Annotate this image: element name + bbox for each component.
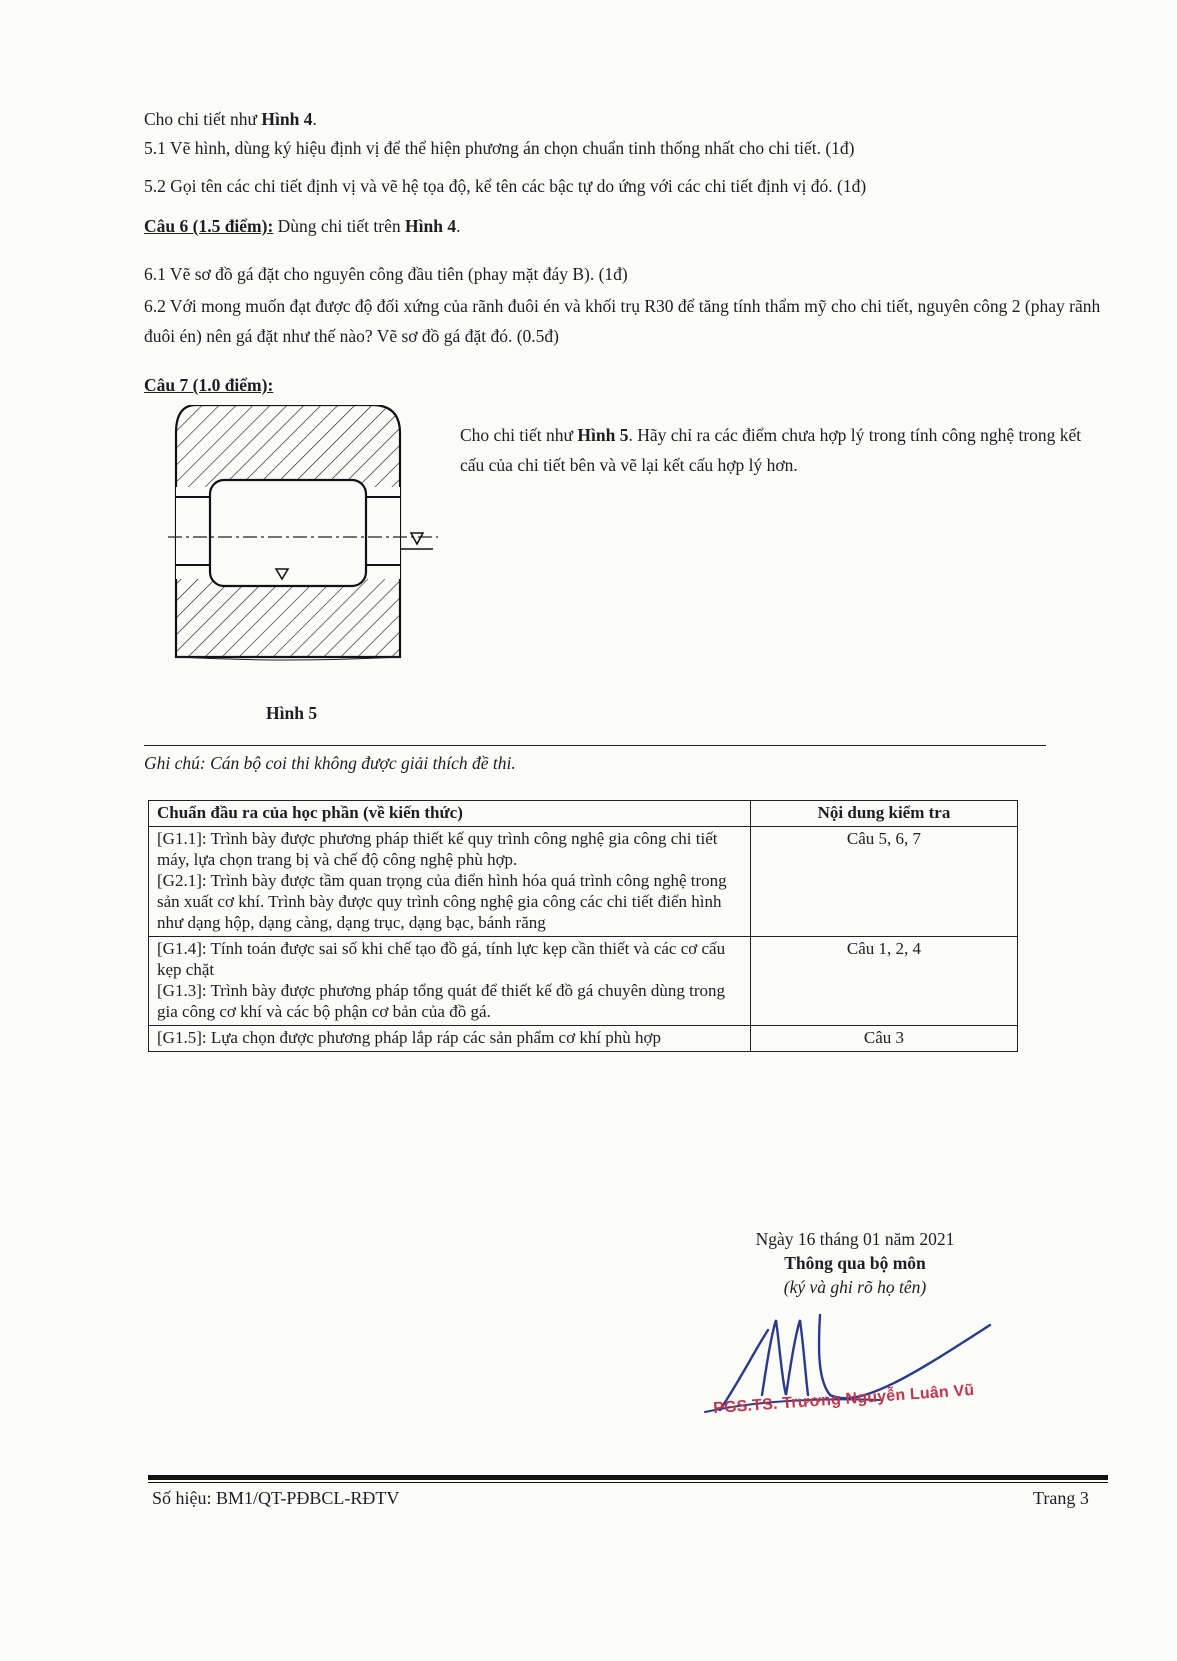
- figure-5-part-section: [168, 405, 438, 665]
- outcome-g1-3: [G1.3]: Trình bày được phương pháp tổng quát để thiết kế đồ gá chuyên dùng trong gia công cơ khí và các bộ phận cơ bản của đồ gá.: [157, 981, 726, 1021]
- outcome-g1-4: [G1.4]: Tính toán được sai số khi chế tạo đồ gá, tính lực kẹp cần thiết và các cơ cấu kẹp chặt: [157, 939, 726, 979]
- approval-title: Thông qua bộ môn: [784, 1253, 926, 1273]
- q6-item2: 6.2 Với mong muốn đạt được độ đối xứng của rãnh đuôi én và khối trụ R30 để tăng tính thẩm mỹ cho chi tiết, nguyên công 2 (phay rãnh đuôi én) nên gá đặt như thế nào? Vẽ sơ đồ gá đặt đó. (0.5đ): [144, 296, 1101, 346]
- footer-rule-thick: [148, 1475, 1108, 1480]
- q6-heading: Câu 6 (1.5 điểm):: [144, 216, 274, 236]
- table-row: [149, 937, 1018, 1026]
- q6-item1: 6.1 Vẽ sơ đồ gá đặt cho nguyên công đầu tiên (phay mặt đáy B). (1đ): [144, 264, 628, 284]
- outcome-g1-5: [G1.5]: Lựa chọn được phương pháp lắp ráp các sản phẩm cơ khí phù hợp: [157, 1028, 662, 1047]
- note-divider: [144, 745, 1046, 746]
- footer-page-number: Trang 3: [1033, 1488, 1089, 1508]
- intro-line: Cho chi tiết như Hình 4.: [144, 109, 317, 129]
- q7-heading: Câu 7 (1.0 điểm):: [144, 375, 274, 395]
- q6-heading-line: Câu 6 (1.5 điểm): Dùng chi tiết trên Hình 4.: [144, 216, 461, 236]
- outcome-g1-1: [G1.1]: Trình bày được phương pháp thiết kế quy trình công nghệ gia công chi tiết máy, lựa chọn trang bị và chế độ công nghệ phù hợp.: [157, 829, 718, 869]
- footer-rule-thin: [148, 1482, 1108, 1483]
- invigilator-note: Ghi chú: Cán bộ coi thi không được giải thích đề thi.: [144, 753, 516, 773]
- q5-item1: 5.1 Vẽ hình, dùng ký hiệu định vị để thể hiện phương án chọn chuẩn tinh thống nhất cho chi tiết. (1đ): [144, 138, 855, 158]
- content-cell: Câu 1, 2, 4: [751, 937, 1018, 1026]
- header-outcomes: Chuẩn đầu ra của học phần (về kiến thức): [149, 801, 751, 827]
- outcomes-cell: [149, 827, 751, 937]
- approval-date: Ngày 16 tháng 01 năm 2021: [755, 1229, 955, 1249]
- outcomes-cell: [149, 1026, 751, 1052]
- approval-block: [690, 1228, 1020, 1298]
- table-header-row: [149, 801, 1018, 827]
- header-content: Nội dung kiểm tra: [751, 801, 1018, 827]
- signer-name-stamp: PGS.TS. Trương Nguyễn Luân Vũ: [712, 1381, 975, 1418]
- approval-instruction: (ký và ghi rõ họ tên): [783, 1277, 927, 1297]
- outcomes-cell: [149, 937, 751, 1026]
- outcome-g2-1: [G2.1]: Trình bày được tầm quan trọng của điển hình hóa quá trình công nghệ trong sản xuất cơ khí. Trình bày được quy trình công nghệ gia công các chi tiết điển hình như dạng hộp, dạng càng, dạng trục, dạng bạc, bánh răng: [157, 871, 727, 932]
- table-row: [149, 827, 1018, 937]
- figure-5-caption: Hình 5: [266, 703, 318, 723]
- q7-text: Cho chi tiết như Hình 5. Hãy chỉ ra các điểm chưa hợp lý trong tính công nghệ trong kết cấu của chi tiết bên và vẽ lại kết cấu hợp lý hơn.: [460, 425, 1082, 475]
- table-row: [149, 1026, 1018, 1052]
- footer-doc-code: Số hiệu: BM1/QT-PĐBCL-RĐTV: [152, 1488, 400, 1508]
- content-cell: Câu 5, 6, 7: [751, 827, 1018, 937]
- content-cell: Câu 3: [751, 1026, 1018, 1052]
- q5-item2: 5.2 Gọi tên các chi tiết định vị và vẽ hệ tọa độ, kể tên các bậc tự do ứng với các chi tiết định vị đó. (1đ): [144, 176, 867, 196]
- learning-outcomes-table: [148, 800, 1018, 1052]
